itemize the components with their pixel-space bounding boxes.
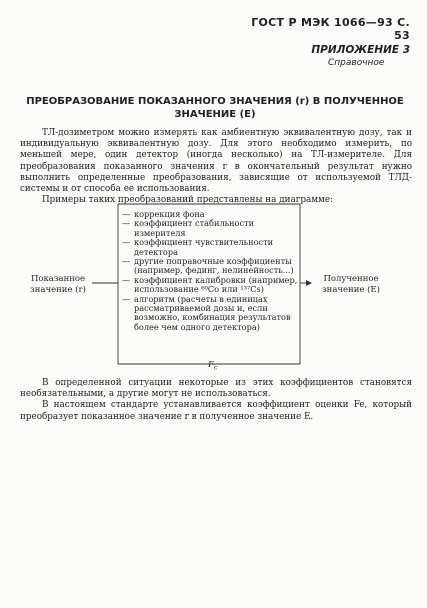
list-item-text: коэффициент стабильности измерителя bbox=[134, 218, 255, 238]
list-item-text: коэффициент калибровки (например, использование ⁶⁰Co или ¹³⁷Cs) bbox=[134, 274, 298, 295]
input-label-line-1: Показанное bbox=[30, 274, 86, 284]
fc-subscript: c bbox=[213, 364, 218, 372]
appendix-title: ПРИЛОЖЕНИЕ 3 bbox=[311, 44, 410, 56]
fc-letter: F bbox=[208, 360, 214, 370]
list-item: — коэффициент чувствительности детектора bbox=[122, 237, 274, 257]
input-label bbox=[22, 274, 94, 295]
list-item: — алгоритм (расчеты в единицах рассматриваемой дозы и, если возможно, комбинация результатов более чем одного детектора) bbox=[122, 293, 291, 332]
page-header: ГОСТ Р МЭК 1066—93 С. 53 bbox=[251, 16, 410, 42]
output-label bbox=[310, 274, 392, 295]
intro-paragraph: ТЛ-дозиметром можно измерять как амбиентную эквивалентную дозу, так и индивидуальную эквивалентную дозу. Для этого необходимо измерить, по меньшей мере, один детектор (иногда несколько) на ТЛ-измерителе. Для преобразования показанного значения r в окончательный результат нужно выполнить определенные преобразования, зависящие от используемой ТЛД-системы и от способа ее использования. bbox=[20, 128, 412, 195]
fc-label bbox=[208, 360, 217, 372]
input-label-line-2: значение (r) bbox=[30, 284, 86, 295]
list-item-text: коррекция фона bbox=[134, 209, 205, 219]
section-title-line-1: ПРЕОБРАЗОВАНИЕ ПОКАЗАННОГО ЗНАЧЕНИЯ (r) В ПОЛУЧЕННОЕ bbox=[26, 96, 404, 107]
list-item-text: алгоритм (расчеты в единицах рассматриваемой дозы и, если возможно, комбинация результатов более чем одного детектора) bbox=[134, 293, 291, 332]
section-title-line-2: ЗНАЧЕНИЕ (E) bbox=[174, 109, 256, 120]
list-item-text: другие поправочные коэффициенты (например, фединг, нелинейность...) bbox=[134, 256, 294, 276]
list-item: — коэффициент калибровки (например, использование ⁶⁰Co или ¹³⁷Cs) bbox=[122, 274, 298, 295]
list-item-text: коэффициент чувствительности детектора bbox=[134, 237, 274, 257]
appendix-subtitle: Справочное bbox=[328, 58, 385, 68]
examples-line: Примеры таких преобразований представлены на диаграмме: bbox=[42, 195, 334, 206]
output-label-line-1: Полученное bbox=[323, 274, 379, 284]
list-item: — другие поправочные коэффициенты (например, фединг, нелинейность...) bbox=[122, 256, 294, 276]
list-item: — коррекция фона bbox=[122, 209, 205, 219]
list-item: — коэффициент стабильности измерителя bbox=[122, 218, 255, 238]
output-label-line-2: значение (E) bbox=[322, 284, 380, 295]
closing-paragraph-2: В настоящем стандарте устанавливается коэффициент оценки Fe, который преобразует показанное значение r в полученное значение E. bbox=[20, 400, 412, 422]
closing-block bbox=[20, 378, 412, 423]
transformation-list bbox=[122, 210, 298, 332]
closing-paragraph-1: В определенной ситуации некоторые из этих коэффициентов становятся необязательными, а другие могут не использоваться. bbox=[20, 378, 412, 400]
